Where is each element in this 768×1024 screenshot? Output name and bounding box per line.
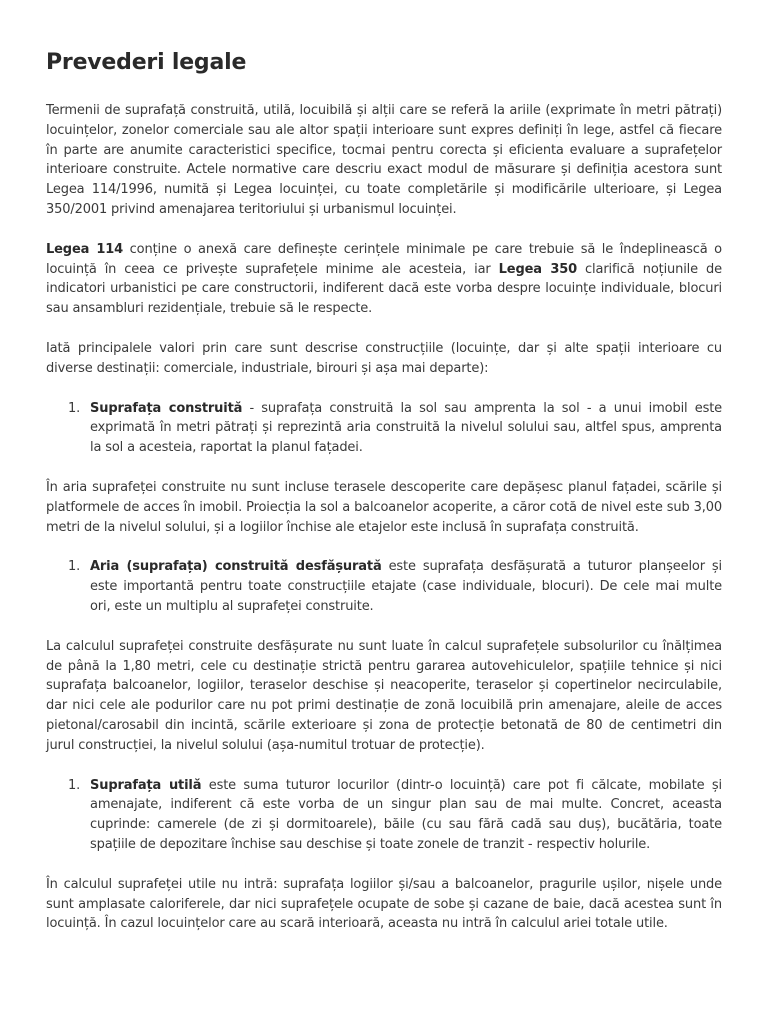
paragraph-intro: Termenii de suprafață construită, utilă, locuibilă și alții care se referă la ariile (exprimate în metri pătrați) locuințelor, zonelor comerciale sau ale altor spații interioare sunt expres definiți în lege, astfel că fiecare în parte are anumite caracteristici specifice, tocmai pentru corecta și eficienta evaluare a suprafețelor interioare construite. Actele normative care descriu exact modul de măsurare și definiția acestora sunt Legea 114/1996, numită și Legea locuinței, cu toate completările și modificările ulterioare, și Legea 350/2001 privind amenajarea teritoriului și urbanismul locuinței. xyxy=(46,103,722,217)
law-114-bold: Legea 114 xyxy=(46,241,123,257)
law-114-text: conține o anexă care definește cerințele minimale pe care trebuie să le îndeplinească o locuință în ceea ce privește suprafețele minime ale acesteia, iar xyxy=(46,241,722,277)
list-useful-area xyxy=(46,776,722,855)
paragraph-useful-area-exclusions: În calculul suprafeței utile nu intră: suprafața logiilor și/sau a balcoanelor, pragurile ușilor, nișele unde sunt amplasate caloriferele, dar nici suprafețele ocupate de sobe și cazane de baie, dacă acestea sunt în locuință. În cazul locuințelor care au scară interioară, aceasta nu intră în calculul ariei totale utile. xyxy=(46,876,722,932)
list-item-number: 1. xyxy=(68,400,81,416)
paragraph-laws xyxy=(46,240,722,319)
list-item xyxy=(68,399,722,458)
paragraph-built-area-exclusions: În aria suprafeței construite nu sunt incluse terasele descoperite care depășesc planul fațadei, scările și platformele de acces în imobil. Proiecția la sol a balcoanelor acoperite, a căror cotă de nivel este sub 3,00 metri de la nivelul solului, și a logiilor închise ale etajelor este inclusă în suprafața construită. xyxy=(46,479,722,535)
law-350-bold: Legea 350 xyxy=(498,261,578,277)
list-item-definition: este suma tuturor locurilor (dintr-o locuință) care pot fi călcate, mobilate și amenajate, indiferent că este vorba de un singur plan sau de mai multe. Concret, aceasta cuprinde: camerele (de zi și dormitoarele), băile (cu sau fără cadă sau duș), bucătăria, toate spațiile de depozitare închise sau deschise și toate zonele de tranzit - respectiv holurile. xyxy=(90,777,722,852)
list-item-definition: este suprafața desfășurată a tuturor planșeelor și este importantă pentru toate construcțiile etajate (case individuale, blocuri). De cele mai multe ori, este un multiplu al suprafeței construite. xyxy=(90,559,722,614)
list-item-number: 1. xyxy=(68,559,81,575)
list-item xyxy=(68,776,722,855)
list-item-term: Suprafața utilă xyxy=(90,777,202,793)
list-item-term: Aria (suprafața) construită desfășurată xyxy=(90,559,382,575)
list-item xyxy=(68,557,722,616)
list-item-number: 1. xyxy=(68,777,81,793)
paragraph-values-intro: Iată principalele valori prin care sunt descrise construcțiile (locuințe, dar și alte spații interioare cu diverse destinații: comerciale, industriale, birouri și așa mai departe): xyxy=(46,340,722,376)
list-item-definition: - suprafața construită la sol sau amprenta la sol - a unui imobil este exprimată în metri pătrați și reprezintă aria construită la nivelul solului sau, altfel spus, amprenta la sol a acesteia, raportat la planul fațadei. xyxy=(90,400,722,456)
list-built-area xyxy=(46,399,722,458)
law-350-text: clarifică noțiunile de indicatori urbanistici pe care constructorii, indiferent dacă este vorba despre locuințe individuale, blocuri sau ansambluri rezidențiale, trebuie să le respecte. xyxy=(46,261,722,317)
list-deployed-area xyxy=(46,557,722,616)
paragraph-deployed-area-exclusions: La calculul suprafeței construite desfășurate nu sunt luate în calcul suprafețele subsolurilor cu înălțimea de până la 1,80 metri, cele cu destinație strictă pentru gararea autovehiculelor, spațiile tehnice și nici suprafața balcoanelor, logiilor, teraselor deschise și neacoperite, teraselor și copertinelor necirculabile, dar nici cele ale podurilor care nu pot primi destinație de zonă locuibilă prin amenajare, aleile de acces pietonal/carosabil din incintă, scările exterioare și zona de protecție betonată de 80 de centimetri din jurul construcției, la nivelul solului (așa-numitul trotuar de protecție). xyxy=(46,638,722,753)
list-item-term: Suprafața construită xyxy=(90,400,243,416)
page-title: Prevederi legale xyxy=(46,50,247,75)
